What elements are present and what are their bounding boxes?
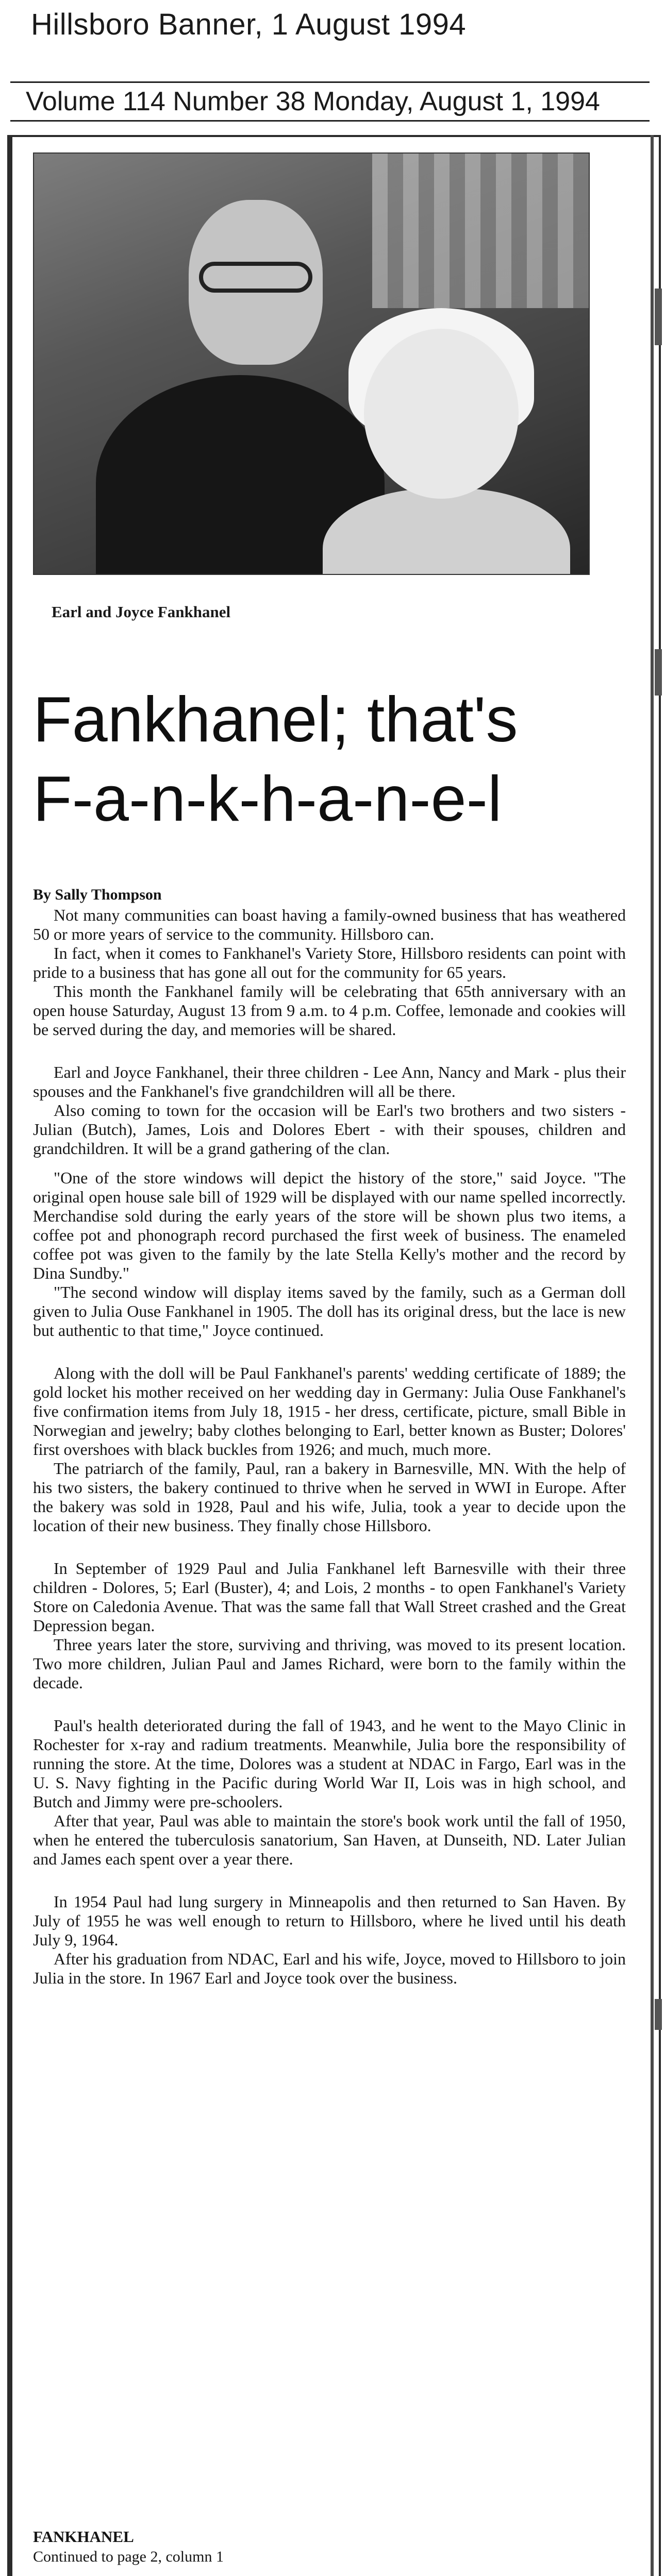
edge-mark (655, 289, 662, 345)
paragraph: In 1954 Paul had lung surgery in Minneapolis and then returned to San Haven. By July of 1955 he was well enough to return to Hillsboro, where he lived until his death July 9, 1964. (33, 1892, 626, 1949)
paragraph: In September of 1929 Paul and Julia Fankhanel left Barnesville with their three children - Dolores, 5; Earl (Buster), 4; and Lois, 2 months - to open Fankhanel's Variety Store on Caledonia Avenue. That was the same fall that Wall Street crashed and the Great Depression began. (33, 1559, 626, 1635)
paragraph: "The second window will display items saved by the family, such as a German doll given to Julia Ouse Fankhanel in 1905. The doll has its original dress, but the lace is new but authentic to that time," Joyce continued. (33, 1283, 626, 1340)
byline: By Sally Thompson (33, 886, 162, 903)
paragraph: Earl and Joyce Fankhanel, their three children - Lee Ann, Nancy and Mark - plus their spouses and the Fankhanel's five grandchildren will all be there. (33, 1063, 626, 1100)
paragraph: Three years later the store, surviving and thriving, was moved to its present location. Two more children, Julian Paul and James Richard, were born to the family within the decade. (33, 1635, 626, 1692)
continuation-keyword: FANKHANEL (33, 2528, 134, 2546)
paragraph: Along with the doll will be Paul Fankhanel's parents' wedding certificate of 1889; the gold locket his mother received on her wedding day in Germany: Julia Ouse Fankhanel's five confirmation items from July 18, 1915 - her dress, certificate, picture, small Bible in Norwegian and jewelry; baby clothes belonging to Earl, better known as Buster; Dolores' first overshoes with black buckles from 1926; and much, much more. (33, 1364, 626, 1459)
photo-woman-head (364, 329, 519, 499)
paragraph: The patriarch of the family, Paul, ran a bakery in Barnesville, MN. With the help of his two sisters, the bakery continued to thrive when he served in WWI in Europe. After the bakery was sold in 1928, Paul and his wife, Julia, took a year to decide upon the location of their new business. They finally chose Hillsboro. (33, 1459, 626, 1535)
left-column-rule (7, 135, 12, 2576)
paragraph: In fact, when it comes to Fankhanel's Variety Store, Hillsboro residents can point with pride to a business that has gone all out for the community for 65 years. (33, 944, 626, 981)
paragraph: Paul's health deteriorated during the fall of 1943, and he went to the Mayo Clinic in Rochester for x-ray and radium treatments. Meanwhile, Julia bore the responsibility of running the store. At the time, Dolores was a student at NDAC in Fargo, Earl was in the U. S. Navy fighting in the Pacific during World War II, Lois was in high school, and Butch and Jimmy were pre-schoolers. (33, 1716, 626, 1811)
edge-mark (655, 1999, 662, 2030)
paragraph: Also coming to town for the occasion will be Earl's two brothers and two sisters - Julian (Butch), James, Lois and Dolores Ebert - with their spouses, children and grandchildren. It will be a grand gathering of the clan. (33, 1101, 626, 1158)
photo-man-glasses (199, 262, 312, 293)
article-body (33, 906, 626, 1988)
issue-line: Volume 114 Number 38 Monday, August 1, 1994 (10, 81, 650, 122)
paragraph: "One of the store windows will depict the history of the store," said Joyce. "The original open house sale bill of 1929 will be displayed with our name spelled incorrectly. Merchandise sold during the early years of the store will be shown plus two items, a coffee pot and phonograph record purchased the first week of business. The enameled coffee pot was given to the family by the late Stella Kelly's mother and the record by Dina Sundby." (33, 1168, 626, 1282)
fankhanel-photo (33, 152, 590, 575)
headline-line-2: F-a-n-k-h-a-n-e-l (33, 764, 502, 835)
right-column-rule (651, 135, 654, 2576)
headline (33, 680, 636, 839)
continuation-note: Continued to page 2, column 1 (33, 2548, 224, 2565)
headline-line-1: Fankhanel; that's (33, 684, 518, 755)
paragraph: After that year, Paul was able to maintain the store's book work until the fall of 1950, when he entered the tuberculosis sanatorium, San Haven, at Dunseith, ND. Later Julian and James each spent over a year there. (33, 1811, 626, 1868)
edge-mark (655, 649, 662, 696)
photo-shelf-background (372, 154, 589, 308)
masthead: Hillsboro Banner, 1 August 1994 (31, 8, 467, 41)
paragraph: This month the Fankhanel family will be celebrating that 65th anniversary with an open house Saturday, August 13 from 9 a.m. to 4 p.m. Coffee, lemonade and cookies will be served during the day, and memories will be shared. (33, 982, 626, 1039)
photo-caption: Earl and Joyce Fankhanel (52, 603, 231, 621)
paragraph: After his graduation from NDAC, Earl and his wife, Joyce, moved to Hillsboro to join Julia in the store. In 1967 Earl and Joyce took over the business. (33, 1950, 626, 1987)
paragraph: Not many communities can boast having a family-owned business that has weathered 50 or more years of service to the community. Hillsboro can. (33, 906, 626, 943)
